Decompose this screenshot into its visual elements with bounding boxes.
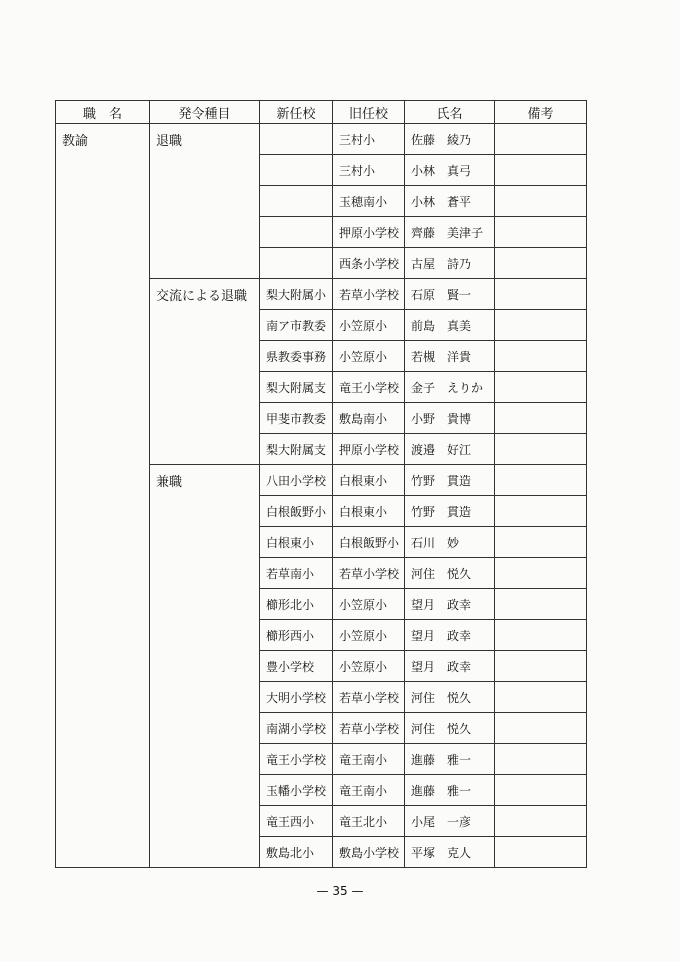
old-school-cell: 竜王北小: [333, 806, 405, 837]
header-remarks: 備考: [495, 101, 587, 124]
new-school-cell: [260, 186, 333, 217]
table-body: [56, 124, 587, 868]
name-cell: 佐藤 綾乃: [405, 124, 495, 155]
new-school-cell: 玉幡小学校: [260, 775, 333, 806]
new-school-cell: [260, 155, 333, 186]
remarks-cell: [495, 620, 587, 651]
name-cell: 小林 真弓: [405, 155, 495, 186]
old-school-cell: 若草小学校: [333, 558, 405, 589]
remarks-cell: [495, 651, 587, 682]
remarks-cell: [495, 248, 587, 279]
name-cell: 石川 妙: [405, 527, 495, 558]
old-school-cell: 玉穂南小: [333, 186, 405, 217]
remarks-cell: [495, 465, 587, 496]
old-school-cell: 敷島小学校: [333, 837, 405, 868]
remarks-cell: [495, 589, 587, 620]
new-school-cell: 梨大附属小: [260, 279, 333, 310]
remarks-cell: [495, 837, 587, 868]
old-school-cell: 敷島南小: [333, 403, 405, 434]
remarks-cell: [495, 434, 587, 465]
new-school-cell: 梨大附属支: [260, 372, 333, 403]
remarks-cell: [495, 217, 587, 248]
name-cell: 石原 賢一: [405, 279, 495, 310]
name-cell: 竹野 貫造: [405, 465, 495, 496]
new-school-cell: 豊小学校: [260, 651, 333, 682]
new-school-cell: 敷島北小: [260, 837, 333, 868]
name-cell: 小野 貴博: [405, 403, 495, 434]
old-school-cell: 若草小学校: [333, 713, 405, 744]
header-old-school: 旧任校: [333, 101, 405, 124]
remarks-cell: [495, 558, 587, 589]
new-school-cell: 櫛形北小: [260, 589, 333, 620]
new-school-cell: 白根東小: [260, 527, 333, 558]
header-new-school: 新任校: [260, 101, 333, 124]
remarks-cell: [495, 403, 587, 434]
name-cell: 小尾 一彦: [405, 806, 495, 837]
action-type-cell: 退職: [150, 124, 260, 279]
header-row: [56, 101, 587, 124]
action-type-cell: 交流による退職: [150, 279, 260, 465]
old-school-cell: 小笠原小: [333, 341, 405, 372]
header-action: 発令種目: [150, 101, 260, 124]
remarks-cell: [495, 341, 587, 372]
name-cell: 河住 悦久: [405, 713, 495, 744]
old-school-cell: 竜王小学校: [333, 372, 405, 403]
name-cell: 望月 政幸: [405, 589, 495, 620]
remarks-cell: [495, 527, 587, 558]
name-cell: 進藤 雅一: [405, 744, 495, 775]
old-school-cell: 竜王南小: [333, 775, 405, 806]
new-school-cell: [260, 217, 333, 248]
old-school-cell: 三村小: [333, 124, 405, 155]
new-school-cell: 県教委事務: [260, 341, 333, 372]
old-school-cell: 小笠原小: [333, 651, 405, 682]
old-school-cell: 押原小学校: [333, 434, 405, 465]
old-school-cell: 若草小学校: [333, 682, 405, 713]
old-school-cell: 竜王南小: [333, 744, 405, 775]
remarks-cell: [495, 806, 587, 837]
name-cell: 河住 悦久: [405, 682, 495, 713]
old-school-cell: 白根飯野小: [333, 527, 405, 558]
name-cell: 前島 真美: [405, 310, 495, 341]
name-cell: 竹野 貫造: [405, 496, 495, 527]
remarks-cell: [495, 744, 587, 775]
new-school-cell: 梨大附属支: [260, 434, 333, 465]
remarks-cell: [495, 682, 587, 713]
remarks-cell: [495, 186, 587, 217]
personnel-table: [55, 100, 587, 868]
position-cell: 教諭: [56, 124, 150, 868]
new-school-cell: 若草南小: [260, 558, 333, 589]
name-cell: 小林 蒼平: [405, 186, 495, 217]
new-school-cell: 大明小学校: [260, 682, 333, 713]
remarks-cell: [495, 124, 587, 155]
old-school-cell: 小笠原小: [333, 310, 405, 341]
new-school-cell: [260, 124, 333, 155]
new-school-cell: [260, 248, 333, 279]
name-cell: 河住 悦久: [405, 558, 495, 589]
new-school-cell: 櫛形西小: [260, 620, 333, 651]
header-name: 氏名: [405, 101, 495, 124]
remarks-cell: [495, 496, 587, 527]
table-row: [56, 124, 587, 155]
remarks-cell: [495, 713, 587, 744]
old-school-cell: 三村小: [333, 155, 405, 186]
page-number: — 35 —: [316, 884, 364, 898]
remarks-cell: [495, 279, 587, 310]
new-school-cell: 甲斐市教委: [260, 403, 333, 434]
new-school-cell: 南湖小学校: [260, 713, 333, 744]
name-cell: 望月 政幸: [405, 620, 495, 651]
remarks-cell: [495, 155, 587, 186]
new-school-cell: 白根飯野小: [260, 496, 333, 527]
name-cell: 進藤 雅一: [405, 775, 495, 806]
name-cell: 古屋 詩乃: [405, 248, 495, 279]
old-school-cell: 小笠原小: [333, 620, 405, 651]
name-cell: 望月 政幸: [405, 651, 495, 682]
new-school-cell: 八田小学校: [260, 465, 333, 496]
name-cell: 齊藤 美津子: [405, 217, 495, 248]
action-type-cell: 兼職: [150, 465, 260, 868]
new-school-cell: 竜王小学校: [260, 744, 333, 775]
remarks-cell: [495, 775, 587, 806]
old-school-cell: 西条小学校: [333, 248, 405, 279]
name-cell: 平塚 克人: [405, 837, 495, 868]
old-school-cell: 押原小学校: [333, 217, 405, 248]
header-position: 職 名: [56, 101, 150, 124]
old-school-cell: 白根東小: [333, 465, 405, 496]
old-school-cell: 小笠原小: [333, 589, 405, 620]
name-cell: 渡邉 好江: [405, 434, 495, 465]
old-school-cell: 若草小学校: [333, 279, 405, 310]
remarks-cell: [495, 310, 587, 341]
name-cell: 金子 えりか: [405, 372, 495, 403]
old-school-cell: 白根東小: [333, 496, 405, 527]
new-school-cell: 竜王西小: [260, 806, 333, 837]
name-cell: 若槻 洋貴: [405, 341, 495, 372]
remarks-cell: [495, 372, 587, 403]
new-school-cell: 南ア市教委: [260, 310, 333, 341]
